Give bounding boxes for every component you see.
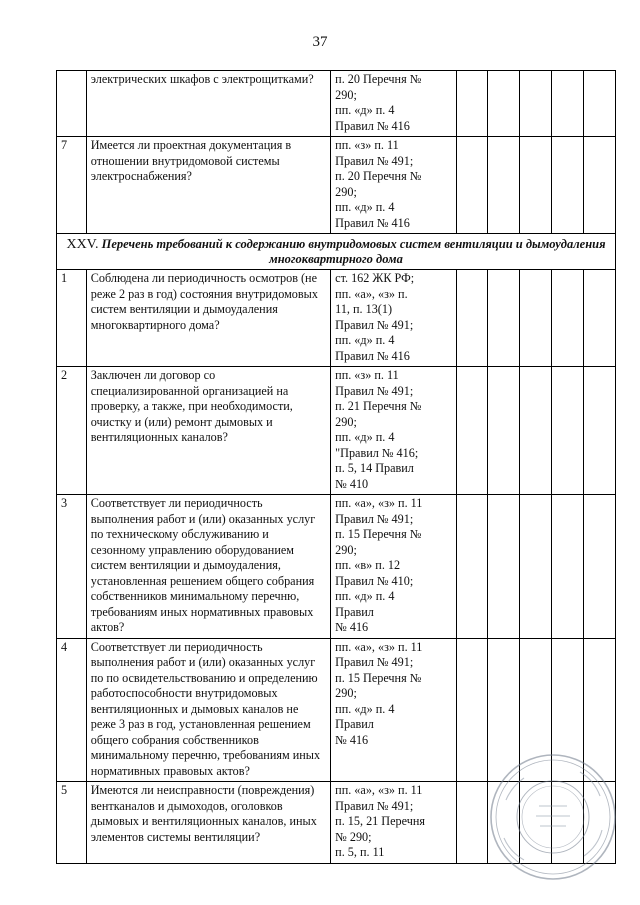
reference-line: пп. «а», «з» п. xyxy=(335,286,408,301)
reference-line: Правил № 491; xyxy=(335,655,414,669)
reference-line: пп. «в» п. 12 xyxy=(335,558,401,572)
reference-line: пп. «а», «з» п. 11 xyxy=(335,496,423,510)
checklist-table xyxy=(56,70,616,864)
reference-line: 11, п. 13(1) xyxy=(335,302,393,316)
reference-line: пп. «д» п. 4 xyxy=(335,333,395,347)
row-number: 3 xyxy=(57,495,87,639)
row-legal-reference xyxy=(331,137,456,234)
reference-line: 290; xyxy=(335,184,357,199)
answer-cell xyxy=(552,367,584,495)
row-question: Соблюдена ли периодичность осмотров (не реже 2 раз в год) состояния внутридомовых систем вентиляции и дымоудаления многоквартирного дома? xyxy=(86,270,330,367)
row-number: 2 xyxy=(57,367,87,495)
reference-line: Правил № 416 xyxy=(335,118,410,133)
reference-line: п. 15 Перечня № xyxy=(335,670,422,685)
row-question: Имеется ли проектная документация в отношении внутридомовой системы электроснабжения? xyxy=(86,137,330,234)
section-number: XXV. xyxy=(66,237,99,252)
answer-cell xyxy=(488,367,520,495)
reference-line: пп. «д» п. 4 xyxy=(335,103,395,117)
reference-line: п. 5, 14 Правил xyxy=(335,461,414,475)
row-legal-reference xyxy=(331,367,456,495)
row-question: электрических шкафов с электрощитками? xyxy=(86,71,330,137)
reference-line: пп. «а», «з» п. 11 xyxy=(335,783,423,797)
answer-cell xyxy=(488,495,520,639)
answer-cell xyxy=(520,367,552,495)
row-legal-reference xyxy=(331,782,456,864)
answer-cell xyxy=(520,137,552,234)
reference-line: пп. «д» п. 4 xyxy=(335,200,395,214)
row-number: 1 xyxy=(57,270,87,367)
reference-line: Правил № 410; xyxy=(335,573,414,588)
answer-cell xyxy=(584,71,616,137)
row-question: Соответствует ли периодичность выполнения работ и (или) оказанных услуг по по освидетельствованию и определению работоспособности внутридомовых вентиляционных и дымовых каналов не реже 3 раз в год, установленная решением общего собрания собственников минимальному перечню, требованиям иных нормативных правовых актов? xyxy=(86,638,330,782)
answer-cell xyxy=(584,495,616,639)
row-number xyxy=(57,71,87,137)
answer-cell xyxy=(584,270,616,367)
reference-line: 290; xyxy=(335,686,357,700)
reference-line: № 410 xyxy=(335,476,369,491)
reference-line: пп. «а», «з» п. 11 xyxy=(335,639,423,654)
table-row xyxy=(57,367,616,495)
reference-line: Правил № 491; xyxy=(335,511,414,526)
row-legal-reference xyxy=(331,495,456,639)
answer-cell xyxy=(488,71,520,137)
answer-cell xyxy=(456,367,488,495)
reference-line: Правил № 491; xyxy=(335,153,414,168)
reference-line: 290; xyxy=(335,87,357,102)
reference-line: Правил xyxy=(335,717,374,731)
row-number: 7 xyxy=(57,137,87,234)
reference-line: пп. «д» п. 4 xyxy=(335,589,395,603)
table-row xyxy=(57,495,616,639)
answer-cell xyxy=(456,71,488,137)
answer-cell xyxy=(584,137,616,234)
reference-line: 290; xyxy=(335,414,357,429)
reference-line: Правил № 491; xyxy=(335,383,414,398)
row-question: Соответствует ли периодичность выполнения работ и (или) оказанных услуг по техническому обслуживанию и сезонному управлению оборудованием систем вентиляции и дымоудаления, установленная решением общего собрания собственников минимальному перечню, требованиям иных нормативных правовых актов? xyxy=(86,495,330,639)
reference-line: № 416 xyxy=(335,620,369,634)
reference-line: Правил № 491; xyxy=(335,317,414,332)
seal-stamp-image xyxy=(484,748,622,886)
section-header xyxy=(57,234,616,270)
answer-cell xyxy=(488,137,520,234)
row-legal-reference xyxy=(331,270,456,367)
reference-line: п. 21 Перечня № xyxy=(335,399,422,413)
row-question: Имеются ли неисправности (повреждения) вентканалов и дымоходов, оголовков дымовых и вентиляционных каналов, иных элементов системы вентиляции? xyxy=(86,782,330,864)
reference-line: № 290; xyxy=(335,829,372,844)
reference-line: Правил № 416 xyxy=(335,215,410,230)
answer-cell xyxy=(456,495,488,639)
row-number: 5 xyxy=(57,782,87,864)
section-title: Перечень требований к содержанию внутридомовых систем вентиляции и дымоудаления многоквартирного дома xyxy=(101,237,606,266)
table-row xyxy=(57,71,616,137)
answer-cell xyxy=(456,270,488,367)
reference-line: Правил № 416 xyxy=(335,348,410,363)
reference-line: п. 15, 21 Перечня xyxy=(335,814,425,828)
reference-line: "Правил № 416; xyxy=(335,445,419,460)
table-row xyxy=(57,270,616,367)
reference-line: п. 15 Перечня № xyxy=(335,527,422,541)
reference-line: Правил xyxy=(335,604,374,619)
reference-line: пп. «д» п. 4 xyxy=(335,701,395,716)
answer-cell xyxy=(552,495,584,639)
reference-line: пп. «з» п. 11 xyxy=(335,138,399,152)
reference-line: п. 5, п. 11 xyxy=(335,845,385,859)
answer-cell xyxy=(584,367,616,495)
reference-line: п. 20 Перечня № xyxy=(335,169,422,183)
answer-cell xyxy=(520,270,552,367)
answer-cell xyxy=(456,137,488,234)
answer-cell xyxy=(488,270,520,367)
reference-line: Правил № 491; xyxy=(335,798,414,813)
reference-line: п. 20 Перечня № xyxy=(335,72,422,86)
answer-cell xyxy=(520,495,552,639)
answer-cell xyxy=(552,71,584,137)
row-number: 4 xyxy=(57,638,87,782)
reference-line: ст. 162 ЖК РФ; xyxy=(335,271,415,285)
reference-line: пп. «з» п. 11 xyxy=(335,368,399,382)
table-row xyxy=(57,137,616,234)
reference-line: 290; xyxy=(335,542,357,557)
answer-cell xyxy=(520,71,552,137)
section-header-row xyxy=(57,234,616,270)
answer-cell xyxy=(552,270,584,367)
row-question: Заключен ли договор со специализированной организацией на проверку, а также, при необходимости, очистку и (или) ремонт дымовых и вентиляционных каналов? xyxy=(86,367,330,495)
row-legal-reference xyxy=(331,71,456,137)
reference-line: № 416 xyxy=(335,732,369,747)
reference-line: пп. «д» п. 4 xyxy=(335,430,395,444)
answer-cell xyxy=(552,137,584,234)
row-legal-reference xyxy=(331,638,456,782)
page-number: 37 xyxy=(312,34,328,50)
